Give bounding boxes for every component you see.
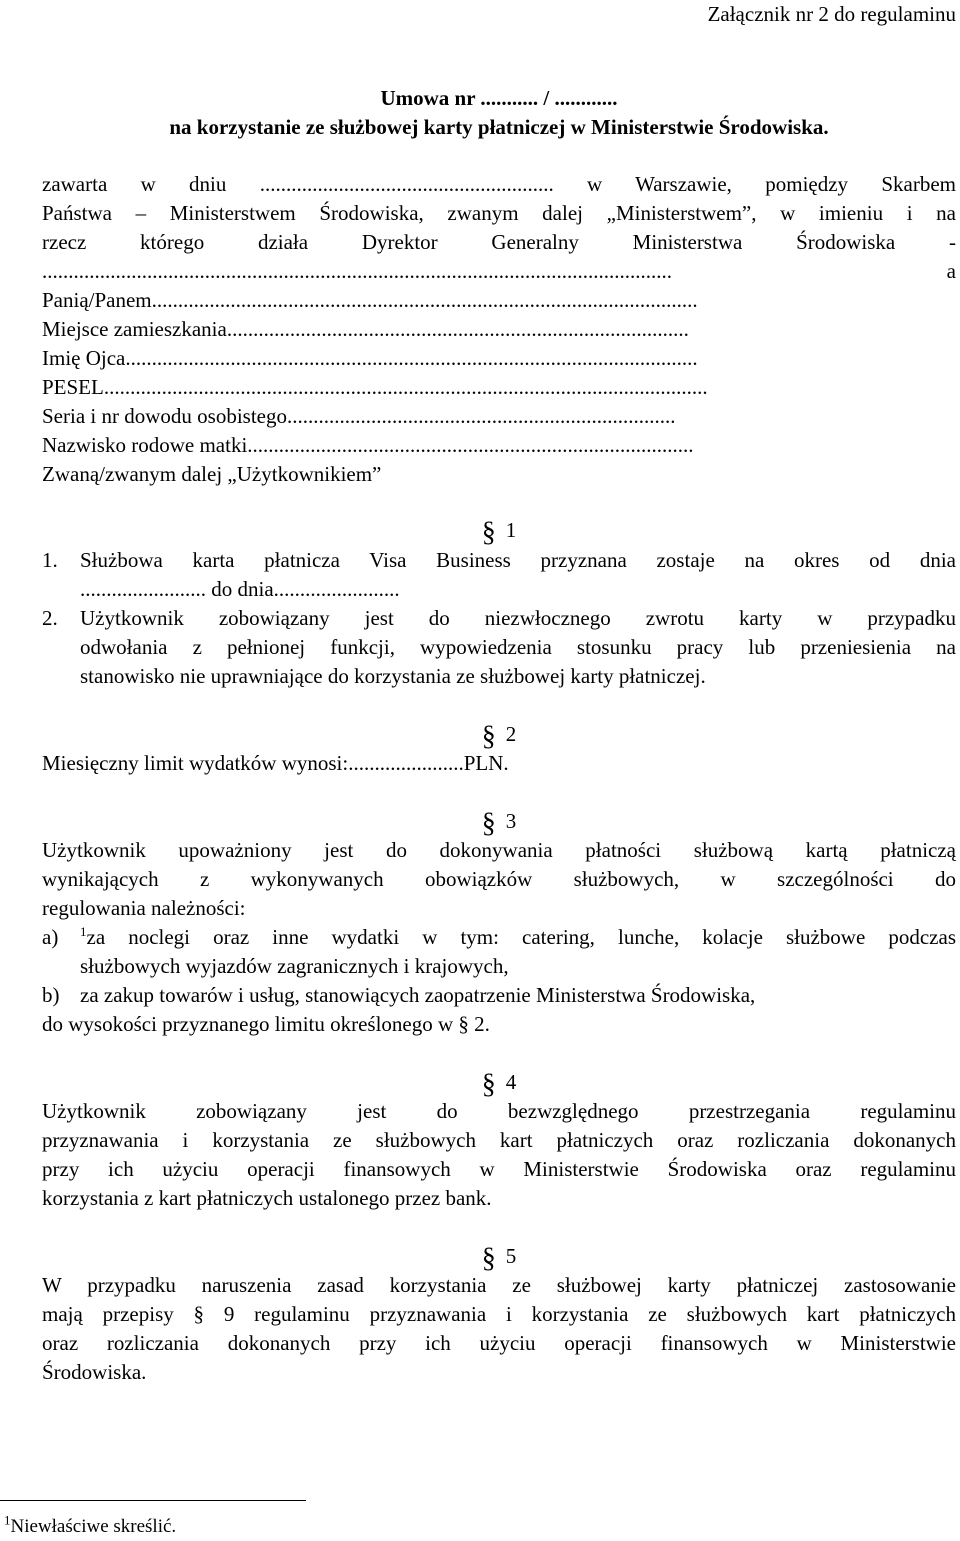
section-number: 1 xyxy=(505,518,517,542)
section-number: 5 xyxy=(505,1244,517,1268)
intro-line-1: zawarta w dniu ........................................................ w Warszawie, pomiędzy Skarbem xyxy=(42,172,956,196)
s1-p1-line-2: ........................ do dnia........................ xyxy=(80,577,400,601)
s1-p1-line-1: Służbowa karta płatnicza Visa Business przyznana zostaje na okres od dnia xyxy=(80,548,956,572)
s3-item-b-label: b) xyxy=(42,983,60,1007)
attachment-label: Załącznik nr 2 do regulaminu xyxy=(707,2,956,26)
s3-line-3: regulowania należności: xyxy=(42,896,246,920)
s1-p1-number: 1. xyxy=(42,548,58,572)
s5-line-3: oraz rozliczania dokonanych przy ich użyciu operacji finansowych w Ministerstwie xyxy=(42,1331,956,1355)
section-1-heading xyxy=(42,516,956,547)
user-designation: Zwaną/zwanym dalej „Użytkownikiem” xyxy=(42,462,382,486)
section-5-heading xyxy=(42,1242,956,1273)
s4-line-4: korzystania z kart płatniczych ustalonego przez bank. xyxy=(42,1186,492,1210)
s1-p2-line-2: odwołania z pełnionej funkcji, wypowiedzenia stosunku pracy lub przeniesienia na xyxy=(80,635,956,659)
s3-closing: do wysokości przyznanego limitu określonego w § 2. xyxy=(42,1012,490,1036)
s5-line-4: Środowiska. xyxy=(42,1360,147,1384)
s3-item-a-label: a) xyxy=(42,925,59,949)
footnote-ref: 1 xyxy=(80,924,87,939)
section-sign: § xyxy=(481,1069,496,1100)
section-number: 2 xyxy=(505,722,517,746)
s1-p2-line-1: Użytkownik zobowiązany jest do niezwłocznego zwrotu karty w przypadku xyxy=(80,606,956,630)
field-address: Miejsce zamieszkania........................................................................................ xyxy=(42,317,689,341)
s4-line-2: przyznawania i korzystania ze służbowych kart płatniczych oraz rozliczania dokonanych xyxy=(42,1128,956,1152)
s1-p2-number: 2. xyxy=(42,606,58,630)
s3-line-2: wynikających z wykonywanych obowiązków służbowych, w szczególności do xyxy=(42,867,956,891)
s4-line-3: przy ich użyciu operacji finansowych w Ministerstwie Środowiska oraz regulaminu xyxy=(42,1157,956,1181)
section-sign: § xyxy=(481,808,496,839)
contract-subtitle: na korzystanie ze służbowej karty płatniczej w Ministerstwie Środowiska. xyxy=(169,115,829,139)
s5-line-1: W przypadku naruszenia zasad korzystania ze służbowej karty płatniczej zastosowanie xyxy=(42,1273,956,1297)
field-name: Panią/Panem........................................................................................................ xyxy=(42,288,698,312)
section-number: 4 xyxy=(505,1070,517,1094)
footnote-separator xyxy=(0,1500,306,1501)
s1-p2-line-3: stanowisko nie uprawniające do korzystania ze służbowej karty płatniczej. xyxy=(80,664,706,688)
s3-line-1: Użytkownik upoważniony jest do dokonywania płatności służbową kartą płatniczą xyxy=(42,838,956,862)
s3-item-a-text: za noclegi oraz inne wydatki w tym: catering, lunche, kolacje służbowe podczas xyxy=(86,925,956,949)
s3-item-a-line-2: służbowych wyjazdów zagranicznych i krajowych, xyxy=(80,954,509,978)
section-number: 3 xyxy=(505,809,517,833)
footnote-text: Niewłaściwe skreślić. xyxy=(10,1516,177,1537)
s4-line-1: Użytkownik zobowiązany jest do bezwzględnego przestrzegania regulaminu xyxy=(42,1099,956,1123)
intro-line-2: Państwa – Ministerstwem Środowiska, zwanym dalej „Ministerstwem”, w imieniu i na xyxy=(42,201,956,225)
field-father-name: Imię Ojca............................................................................................................. xyxy=(42,346,698,370)
s3-item-b-line-1: za zakup towarów i usług, stanowiących zaopatrzenie Ministerstwa Środowiska, xyxy=(80,983,756,1007)
section-sign: § xyxy=(481,1243,496,1274)
intro-line-4: ........................................................................................................................ a xyxy=(42,259,956,283)
section-4-heading xyxy=(42,1068,956,1099)
contract-title: Umowa nr ........... / ............ xyxy=(380,86,618,110)
monthly-limit: Miesięczny limit wydatków wynosi:......................PLN. xyxy=(42,751,509,775)
section-sign: § xyxy=(481,517,496,548)
footnote-mark: 1 xyxy=(4,1512,11,1528)
intro-line-3: rzecz którego działa Dyrektor Generalny Ministerstwa Środowiska - xyxy=(42,230,956,254)
field-id-card: Seria i nr dowodu osobistego.......................................................................... xyxy=(42,404,676,428)
field-mother-name: Nazwisko rodowe matki..................................................................................... xyxy=(42,433,694,457)
field-pesel: PESEL................................................................................................................... xyxy=(42,375,708,399)
section-sign: § xyxy=(481,721,496,752)
s5-line-2: mają przepisy § 9 regulaminu przyznawania i korzystania ze służbowych kart płatniczych xyxy=(42,1302,956,1326)
section-2-heading xyxy=(42,720,956,751)
section-3-heading xyxy=(42,807,956,838)
s3-item-a-line-1 xyxy=(80,923,956,952)
